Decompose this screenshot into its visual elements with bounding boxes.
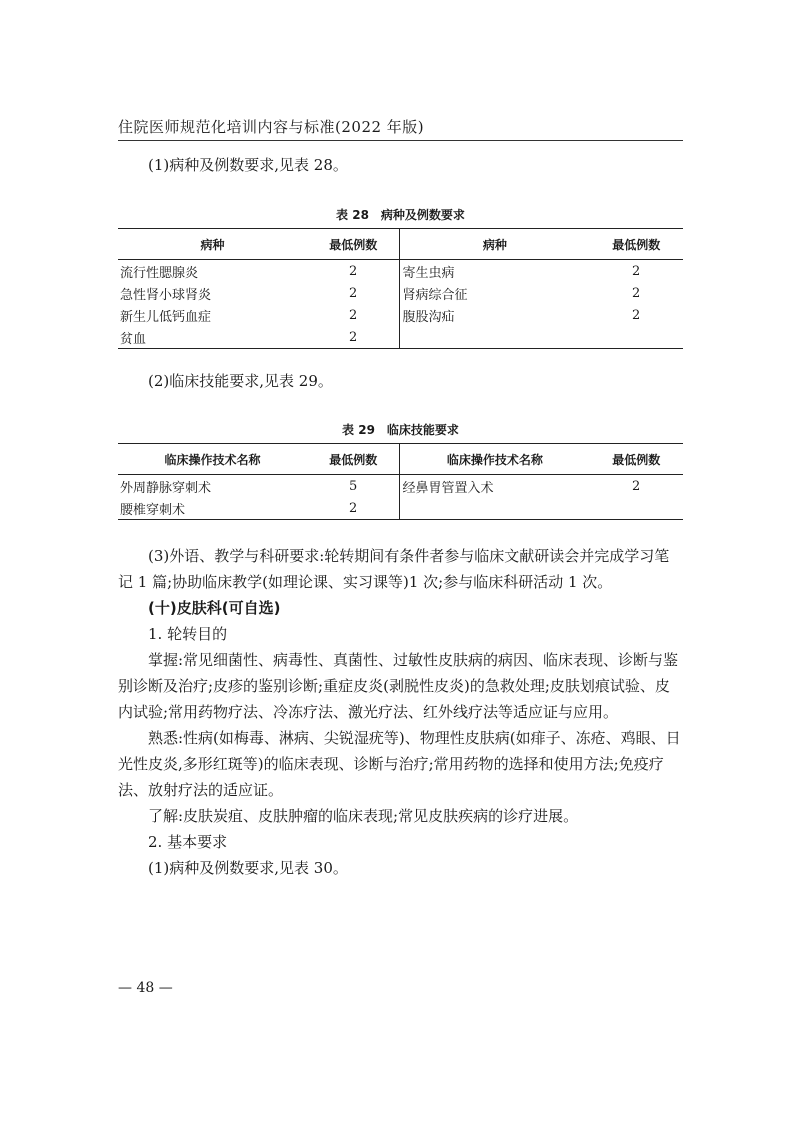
column-header: 临床操作技术名称 bbox=[400, 444, 589, 475]
column-header: 最低例数 bbox=[589, 444, 683, 475]
familiar-paragraph: 熟悉:性病(如梅毒、淋病、尖锐湿疣等)、物理性皮肤病(如痱子、冻疮、鸡眼、日光性皮炎,多形红斑等)的临床表现、诊断与治疗;常用药物的选择和使用方法;免疫疗法、放射疗法的适应证。 bbox=[118, 729, 681, 799]
column-header: 最低例数 bbox=[307, 229, 400, 260]
page-number: — 48 — bbox=[118, 980, 173, 996]
column-header: 病种 bbox=[118, 229, 307, 260]
table-header-row bbox=[118, 444, 683, 475]
table29 bbox=[118, 443, 683, 520]
table-cell: 2 bbox=[349, 500, 358, 516]
table-cell bbox=[589, 497, 683, 520]
subsection-heading: 1. 轮转目的 bbox=[148, 625, 228, 643]
table-cell: 经鼻胃管置入术 bbox=[400, 475, 589, 498]
table-cell: 2 bbox=[349, 285, 358, 301]
table28-intro: (1)病种及例数要求,见表 28。 bbox=[148, 156, 348, 174]
table-row bbox=[118, 497, 683, 520]
table-row bbox=[118, 326, 683, 349]
table-cell: 新生儿低钙血症 bbox=[120, 309, 212, 325]
table-cell: 寄生虫病 bbox=[400, 260, 589, 283]
column-header: 临床操作技术名称 bbox=[118, 444, 307, 475]
table-header-row bbox=[118, 229, 683, 260]
table-row bbox=[118, 304, 683, 326]
table-row bbox=[118, 260, 683, 283]
table-cell: 2 bbox=[632, 478, 641, 494]
table30-intro: (1)病种及例数要求,见表 30。 bbox=[148, 859, 348, 877]
table-cell: 腰椎穿刺术 bbox=[120, 502, 186, 518]
table-cell: 2 bbox=[632, 285, 641, 301]
section-title: (十)皮肤科(可自选) bbox=[148, 599, 281, 617]
table-cell: 肾病综合征 bbox=[400, 282, 589, 304]
table-cell: 流行性腮腺炎 bbox=[120, 265, 199, 281]
table-cell: 2 bbox=[349, 329, 358, 345]
column-header: 病种 bbox=[400, 229, 589, 260]
header-rule bbox=[118, 140, 683, 141]
table-cell bbox=[400, 497, 589, 520]
table29-caption: 表 29 临床技能要求 bbox=[342, 423, 459, 437]
table28 bbox=[118, 228, 683, 349]
master-paragraph: 掌握:常见细菌性、病毒性、真菌性、过敏性皮肤病的病因、临床表现、诊断与鉴别诊断及治疗;皮疹的鉴别诊断;重症皮炎(剥脱性皮炎)的急救处理;皮肤划痕试验、皮内试验;常用药物疗法、冷冻疗法、激光疗法、红外线疗法等适应证与应用。 bbox=[118, 651, 679, 721]
table-cell: 外周静脉穿刺术 bbox=[120, 480, 212, 496]
column-header: 最低例数 bbox=[589, 229, 683, 260]
understand-paragraph: 了解:皮肤炭疽、皮肤肿瘤的临床表现;常见皮肤疾病的诊疗进展。 bbox=[148, 807, 579, 825]
running-header: 住院医师规范化培训内容与标准(2022 年版) bbox=[118, 118, 425, 136]
table-cell: 2 bbox=[632, 307, 641, 323]
table-cell bbox=[589, 326, 683, 349]
table-cell bbox=[400, 326, 589, 349]
table-row bbox=[118, 475, 683, 498]
table-cell: 5 bbox=[349, 478, 358, 494]
subsection-heading: 2. 基本要求 bbox=[148, 833, 228, 851]
table29-intro: (2)临床技能要求,见表 29。 bbox=[148, 372, 333, 390]
table-row bbox=[118, 282, 683, 304]
table-cell: 贫血 bbox=[120, 331, 147, 347]
teaching-research-paragraph: (3)外语、教学与科研要求:轮转期间有条件者参与临床文献研读会并完成学习笔记 1 篇;协助临床教学(如理论课、实习课等)1 次;参与临床科研活动 1 次。 bbox=[118, 547, 670, 591]
table-cell: 2 bbox=[632, 263, 641, 279]
table-cell: 2 bbox=[349, 307, 358, 323]
table-cell: 2 bbox=[349, 263, 358, 279]
table-cell: 腹股沟疝 bbox=[400, 304, 589, 326]
table28-caption: 表 28 病种及例数要求 bbox=[336, 208, 465, 222]
table-cell: 急性肾小球肾炎 bbox=[120, 287, 212, 303]
column-header: 最低例数 bbox=[307, 444, 400, 475]
